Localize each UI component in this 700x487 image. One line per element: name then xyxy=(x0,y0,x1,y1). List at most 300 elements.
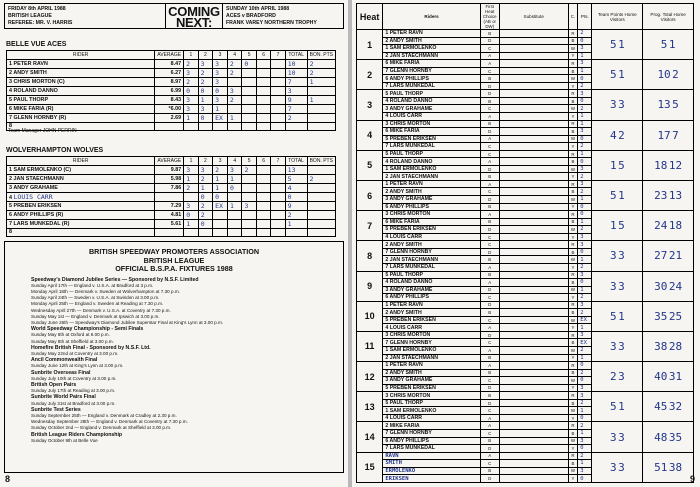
rider-row xyxy=(7,86,336,95)
helmet-colour: B xyxy=(568,369,578,377)
rider-points: 0 xyxy=(578,75,592,83)
substitute xyxy=(499,256,568,264)
helmet-colour: Y xyxy=(568,82,578,90)
rider-points: 1 xyxy=(578,113,592,121)
visitor-team-points: 1 xyxy=(618,309,625,323)
rider-points: 3 xyxy=(578,128,592,136)
fixture-text: Sunday June 26th — Speedway's Diamond Jubilee Superstar Final at King's Lynn at 3.00 p.m. xyxy=(31,319,224,325)
rider-points: 0 xyxy=(578,203,592,211)
rider-name: PAUL THORP xyxy=(13,96,49,103)
rider-name-cell xyxy=(7,68,155,77)
rider-points: 1 xyxy=(578,150,592,158)
heat-score xyxy=(242,77,257,86)
heat-score xyxy=(227,210,241,219)
heat-score xyxy=(242,95,257,104)
visitor-team-points: 2 xyxy=(618,128,625,142)
heat-score xyxy=(227,77,242,86)
helmet-colour: Y xyxy=(568,445,578,453)
home-team-points: 3 xyxy=(609,98,617,112)
substitute xyxy=(499,90,568,98)
visitor-team-points: 3 xyxy=(618,460,625,474)
helmet-colour: B xyxy=(568,67,578,75)
heat-score xyxy=(198,228,212,237)
rider-total: 9 xyxy=(285,95,307,104)
helmet-colour: R xyxy=(568,211,578,219)
substitute xyxy=(499,354,568,362)
rider-total: 1 xyxy=(285,219,307,228)
gate-choice: A xyxy=(480,60,499,68)
heat-rider: 2 JAN STAECHMANN xyxy=(383,256,480,264)
heat-rider: 1 PETER RAVN xyxy=(383,362,480,370)
heat-score: 1 xyxy=(213,174,228,183)
coming-next-label: COMING NEXT: xyxy=(165,4,223,28)
gate-choice: C xyxy=(480,460,499,468)
column-header: 5 xyxy=(242,157,256,166)
next-date: SUNDAY 10th APRIL 1988 xyxy=(226,6,290,12)
rider-total: 9 xyxy=(285,201,307,210)
heat-rider: 5 PAUL THORP xyxy=(383,271,480,279)
progressive-total xyxy=(643,362,694,392)
heat-number: 13 xyxy=(357,392,383,422)
helmet-colour: Y xyxy=(568,475,578,483)
heat-rider: 2 JAN STAECHMANN xyxy=(383,52,480,60)
heat-score: 0 xyxy=(242,59,257,68)
team-points xyxy=(592,150,643,180)
heat-header-row xyxy=(357,4,694,30)
fixture-text: Sunday July 17th at Reading at 3.00 p.m. xyxy=(31,388,116,394)
gate-choice: B xyxy=(480,354,499,362)
rider-points: 3 xyxy=(578,392,592,400)
helmet-colour: R xyxy=(568,271,578,279)
gate-choice: C xyxy=(480,45,499,53)
heat-score xyxy=(271,228,285,237)
rider-row xyxy=(7,68,336,77)
column-header: 7 xyxy=(271,51,285,60)
rider-name-cell xyxy=(7,95,155,104)
heat-score xyxy=(227,219,241,228)
substitute xyxy=(499,188,568,196)
heat-rider-row xyxy=(357,422,694,430)
progressive-total xyxy=(643,301,694,331)
rider-points: 0 xyxy=(578,37,592,45)
home-progressive-total: 51 xyxy=(654,460,668,474)
rider-bonus: 1 xyxy=(307,77,335,86)
rider-points: 2 xyxy=(578,369,592,377)
gate-choice: A xyxy=(480,263,499,271)
visitor-progressive-total: 32 xyxy=(668,400,683,414)
helmet-colour: Y xyxy=(568,173,578,181)
helmet-colour: B xyxy=(568,309,578,317)
heat-rider: 2 ANDY SMITH xyxy=(383,188,480,196)
rider-bonus xyxy=(307,228,335,237)
gate-choice: D xyxy=(480,286,499,294)
heat-score: 3 xyxy=(227,86,242,95)
rider-total: 10 xyxy=(285,68,307,77)
rider-name-cell xyxy=(7,192,155,201)
heat-number: 5 xyxy=(357,150,383,180)
helmet-colour: Y xyxy=(568,384,578,392)
substitute xyxy=(499,414,568,422)
rider-points: 1 xyxy=(578,256,592,264)
helmet-colour: Y xyxy=(568,294,578,302)
heat-score: 3 xyxy=(242,201,256,210)
rider-points: 2 xyxy=(578,294,592,302)
substitute xyxy=(499,97,568,105)
rider-name: GLENN HORNBY (R) xyxy=(13,114,67,121)
rider-row xyxy=(7,228,336,237)
column-header: TOTAL xyxy=(285,51,307,60)
substitute xyxy=(499,30,568,38)
rider-name: SAM ERMOLENKO (C) xyxy=(13,166,71,173)
home-progressive-total: 17 xyxy=(657,128,671,142)
substitute xyxy=(499,279,568,287)
rider-points: 0 xyxy=(578,362,592,370)
next-trophy: FRANK VAREY NORTHERN TROPHY xyxy=(226,20,317,26)
heat-rider: 6 ANDY PHILLIPS xyxy=(383,294,480,302)
substitute xyxy=(499,339,568,347)
helmet-colour: W xyxy=(568,105,578,113)
substitute xyxy=(499,422,568,430)
heat-number: 3 xyxy=(357,90,383,120)
home-team-name: BELLE VUE ACES xyxy=(6,41,67,48)
rider-points: 1 xyxy=(578,324,592,332)
gate-choice: D xyxy=(480,90,499,98)
rider-points: 1 xyxy=(578,218,592,226)
rider-name: LARS MUNKEDAL (R) xyxy=(13,220,70,227)
rider-number: 5 xyxy=(9,202,12,209)
heat-score xyxy=(256,210,270,219)
column-header: AVERAGE xyxy=(155,157,184,166)
heat-score: 0 xyxy=(198,219,212,228)
gate-choice: C xyxy=(480,241,499,249)
rider-name-cell xyxy=(7,59,155,68)
rider-points: 3 xyxy=(578,467,592,475)
rider-number: 4 xyxy=(9,194,12,201)
gate-choice: D xyxy=(480,165,499,173)
progressive-total xyxy=(643,241,694,271)
heat-column-header: Pts. xyxy=(578,4,592,30)
helmet-colour: R xyxy=(568,331,578,339)
heat-score xyxy=(242,219,256,228)
visitor-progressive-total: 24 xyxy=(668,279,683,293)
rider-bonus: 2 xyxy=(307,59,335,68)
fixture-text: Homefire British Final - Sponsored by N.S.F. Ltd. xyxy=(31,344,151,351)
rider-points: EX xyxy=(578,339,592,347)
substitute xyxy=(499,203,568,211)
helmet-colour: R xyxy=(568,180,578,188)
heat-rider: 1 PETER RAVN xyxy=(383,180,480,188)
home-progressive-total: 18 xyxy=(654,158,668,172)
rider-points: 1 xyxy=(578,354,592,362)
team-points xyxy=(592,120,643,150)
fixture-text: Ancil Commonwealth Final xyxy=(31,357,98,364)
gate-choice: C xyxy=(480,339,499,347)
helmet-colour: R xyxy=(568,362,578,370)
rider-name: CHRIS MORTON (C) xyxy=(13,78,65,85)
heat-rider: 2 JAN STAECHMANN xyxy=(383,173,480,181)
rider-points: 3 xyxy=(578,45,592,53)
rider-number: 6 xyxy=(9,211,12,218)
heat-rider-row xyxy=(357,120,694,128)
rider-name-cell xyxy=(7,104,155,113)
column-header: 2 xyxy=(198,51,213,60)
rider-points: 1 xyxy=(578,52,592,60)
heat-rider: 1 PETER RAVN xyxy=(383,30,480,38)
rider-points: 2 xyxy=(578,452,592,460)
team-points xyxy=(592,180,643,210)
substitute xyxy=(499,75,568,83)
visitor-team-points: 3 xyxy=(618,370,625,384)
rider-points: 3 xyxy=(578,60,592,68)
heat-rider: 1 SAM ERMOLENKO xyxy=(383,165,480,173)
heat-rider: 4 ROLAND DANNO xyxy=(383,97,480,105)
heat-rider-row xyxy=(357,90,694,98)
heat-score xyxy=(271,122,285,131)
column-header: 2 xyxy=(198,157,212,166)
heat-rider-row xyxy=(357,30,694,38)
team-points xyxy=(592,301,643,331)
substitute xyxy=(499,437,568,445)
substitute xyxy=(499,45,568,53)
gate-choice: C xyxy=(480,143,499,151)
rider-number: 7 xyxy=(9,220,12,227)
heat-score: 2 xyxy=(198,174,212,183)
heat-rider: ERMOLENKO xyxy=(383,467,480,475)
home-team-points: 3 xyxy=(609,249,617,263)
team-points xyxy=(592,241,643,271)
rider-points: 2 xyxy=(578,263,592,271)
rider-total: 7 xyxy=(285,77,307,86)
column-header: TOTAL xyxy=(285,157,307,166)
rider-bonus xyxy=(307,113,335,122)
substitute xyxy=(499,452,568,460)
substitute xyxy=(499,37,568,45)
helmet-colour: B xyxy=(568,279,578,287)
helmet-colour: W xyxy=(568,196,578,204)
heat-score xyxy=(256,68,270,77)
rider-number: 1 xyxy=(9,166,12,173)
rider-total: 0 xyxy=(285,192,307,201)
heat-score: 2 xyxy=(198,68,213,77)
visitor-progressive-total: 7 xyxy=(672,128,679,142)
substitute xyxy=(499,128,568,136)
helmet-colour: Y xyxy=(568,203,578,211)
fixtures-title-1: BRITISH SPEEDWAY PROMOTERS ASSOCIATION xyxy=(88,247,260,256)
gate-choice: B xyxy=(480,203,499,211)
heat-score: 1 xyxy=(184,113,199,122)
fixture-text: Monday April 18th — Denmark v. Sweden at Wolverhampton at 7.30 p.m. xyxy=(31,288,180,294)
heat-rider-row xyxy=(357,301,694,309)
heat-number: 4 xyxy=(357,120,383,150)
rider-average xyxy=(155,228,184,237)
rider-number: 8 xyxy=(9,229,12,236)
heat-rider: SMITH xyxy=(383,460,480,468)
substitute xyxy=(499,226,568,234)
heat-score: 1 xyxy=(213,183,228,192)
programme-header xyxy=(4,3,344,29)
fixtures-title-2: BRITISH LEAGUE xyxy=(143,255,205,265)
heat-score xyxy=(242,113,257,122)
rider-points: 1 xyxy=(578,67,592,75)
gate-choice: D xyxy=(480,331,499,339)
home-progressive-total: 35 xyxy=(654,309,668,323)
heat-score xyxy=(184,228,198,237)
gate-choice: B xyxy=(480,369,499,377)
helmet-colour: W xyxy=(568,75,578,83)
heat-score: 3 xyxy=(184,165,198,174)
heat-score xyxy=(271,104,285,113)
heat-column-header: Prog. Total Home Visitors xyxy=(643,4,694,30)
heat-score xyxy=(256,219,270,228)
heat-rider: 7 LARS MUNKEDAL xyxy=(383,445,480,453)
heat-score xyxy=(242,122,257,131)
fixture-text: Sunday July 31st at Bradford at 3.00 p.m. xyxy=(31,400,116,406)
gate-choice: A xyxy=(480,414,499,422)
rider-average: 2.69 xyxy=(155,113,184,122)
home-progressive-total: 5 xyxy=(660,38,668,52)
gate-choice: A xyxy=(480,279,499,287)
heat-rider: 5 PAUL THORP xyxy=(383,150,480,158)
helmet-colour: R xyxy=(568,422,578,430)
helmet-colour: W xyxy=(568,377,578,385)
column-header: 7 xyxy=(271,157,285,166)
gate-choice: B xyxy=(480,30,499,38)
helmet-colour: Y xyxy=(568,113,578,121)
gate-choice: A xyxy=(480,422,499,430)
heat-rider-row xyxy=(357,362,694,370)
heat-score xyxy=(242,68,257,77)
heat-rider: 3 CHRIS MORTON xyxy=(383,331,480,339)
heat-score: 3 xyxy=(184,104,199,113)
rider-points: 2 xyxy=(578,105,592,113)
helmet-colour: Y xyxy=(568,233,578,241)
gate-choice: B xyxy=(480,467,499,475)
home-team-points: 5 xyxy=(609,400,617,414)
rider-points: 3 xyxy=(578,233,592,241)
fixture-text: Wednesday April 27th — Denmark v. U.S.A. at Coventry at 7.30 p.m. xyxy=(31,307,171,313)
rider-points: 2 xyxy=(578,346,592,354)
heat-rider-row xyxy=(357,271,694,279)
visitor-progressive-total: 35 xyxy=(668,430,683,444)
fixtures-box xyxy=(4,241,344,473)
heat-score: 2 xyxy=(198,201,212,210)
helmet-colour: W xyxy=(568,165,578,173)
rider-points: 3 xyxy=(578,301,592,309)
substitute xyxy=(499,301,568,309)
rider-name: ROLAND DANNO xyxy=(13,87,58,94)
visitor-progressive-total: 1 xyxy=(668,38,676,52)
heat-score: 3 xyxy=(213,68,228,77)
heat-score: 3 xyxy=(227,165,241,174)
heat-score: 2 xyxy=(242,165,256,174)
home-progressive-total: 38 xyxy=(654,339,668,353)
rider-bonus xyxy=(307,165,335,174)
fixture-text: Sunday July 10th at Coventry at 3.00 p.m. xyxy=(31,375,117,381)
team-points xyxy=(592,30,643,60)
rider-row xyxy=(7,104,336,113)
rider-points: 2 xyxy=(578,422,592,430)
heat-score xyxy=(256,122,270,131)
progressive-total xyxy=(643,331,694,361)
heat-score: 3 xyxy=(184,95,199,104)
progressive-total xyxy=(643,271,694,301)
rider-points: 2 xyxy=(578,188,592,196)
heat-score: 0 xyxy=(198,86,213,95)
gate-choice: D xyxy=(480,196,499,204)
next-match: ACES v BRADFORD xyxy=(226,13,276,19)
gate-choice: B xyxy=(480,271,499,279)
rider-average: 4.81 xyxy=(155,210,184,219)
progressive-total xyxy=(643,211,694,241)
visitor-progressive-total: 2 xyxy=(672,68,679,82)
rider-points: 2 xyxy=(578,82,592,90)
rider-total: 2 xyxy=(285,210,307,219)
rider-average: 8.97 xyxy=(155,77,184,86)
column-header: BON. PTS xyxy=(307,51,335,60)
helmet-colour: B xyxy=(568,128,578,136)
heat-score: 0 xyxy=(184,210,198,219)
gate-choice: A xyxy=(480,135,499,143)
helmet-colour: R xyxy=(568,392,578,400)
visitor-progressive-total: 5 xyxy=(672,98,679,112)
heat-rider: 6 MIKE FARIA xyxy=(383,128,480,136)
team-points xyxy=(592,362,643,392)
heat-rider: 7 LARS MUNKEDAL xyxy=(383,143,480,151)
heat-rider-row xyxy=(357,60,694,68)
heat-rider: 3 ANDY GRAHAME xyxy=(383,196,480,204)
rider-number: 2 xyxy=(9,69,12,76)
heat-score xyxy=(198,122,213,131)
rider-average: 8.47 xyxy=(155,59,184,68)
rider-total: 10 xyxy=(285,59,307,68)
home-team-points: 3 xyxy=(609,339,617,353)
helmet-colour: Y xyxy=(568,414,578,422)
rider-name-cell xyxy=(7,219,155,228)
rider-name-cell xyxy=(7,174,155,183)
home-progressive-total: 40 xyxy=(654,370,668,384)
heat-score xyxy=(271,219,285,228)
rider-points: 3 xyxy=(578,384,592,392)
substitute xyxy=(499,331,568,339)
rider-bonus: 2 xyxy=(307,174,335,183)
substitute xyxy=(499,165,568,173)
gate-choice: D xyxy=(480,399,499,407)
heat-rider: 3 ANDY GRAHAME xyxy=(383,377,480,385)
heat-score: 2 xyxy=(198,210,212,219)
fixture-text: Sunday May 8th at Sheffield at 3.00 p.m. xyxy=(31,338,114,344)
gate-choice: B xyxy=(480,97,499,105)
home-riders-table xyxy=(6,50,336,131)
fixture-text: Sunbrite World Pairs Final xyxy=(31,394,96,401)
heat-score xyxy=(271,174,285,183)
heat-score: 3 xyxy=(184,201,198,210)
gate-choice: C xyxy=(480,150,499,158)
heat-score: 2 xyxy=(227,68,242,77)
rider-total: 13 xyxy=(285,165,307,174)
gate-choice: D xyxy=(480,475,499,483)
heat-score xyxy=(271,113,285,122)
home-team-points: 5 xyxy=(609,68,617,82)
column-header: AVERAGE xyxy=(155,51,184,60)
heat-rider: 7 GLENN HORNBY xyxy=(383,429,480,437)
rider-points: 3 xyxy=(578,90,592,98)
heat-score xyxy=(256,104,270,113)
substitute xyxy=(499,150,568,158)
rider-number: 1 xyxy=(9,60,12,67)
meeting-date: FRIDAY 8th APRIL 1988 xyxy=(8,6,66,12)
heat-score xyxy=(227,192,241,201)
heat-rider: 1 SAM ERMOLENKO xyxy=(383,45,480,53)
